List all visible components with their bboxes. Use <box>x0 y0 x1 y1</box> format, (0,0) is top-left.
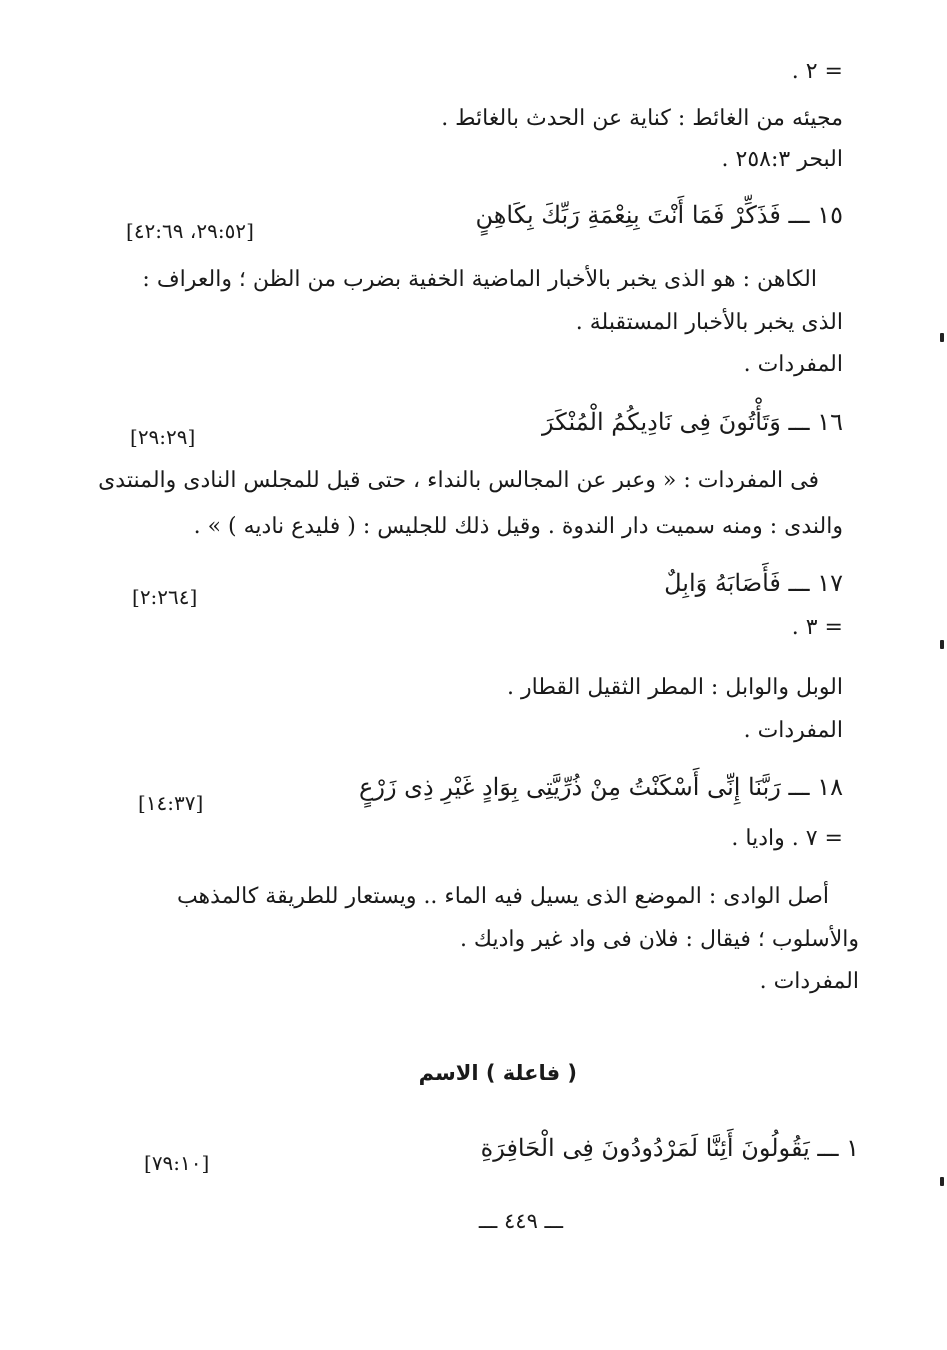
verse-16: ١٦ ـــ وَتَأْتُونَ فِى نَادِيكُمُ الْمُنْكَرَ <box>542 408 843 436</box>
definition-line: الوبل والوابل : المطر الثقيل القطار . <box>507 675 843 700</box>
scan-edge-mark <box>940 1177 944 1186</box>
equals-reference-line: = ٢ . <box>791 59 843 84</box>
verse-15-reference: [٢٩:٥٢، ٤٢:٦٩] <box>126 219 254 243</box>
verse-16-reference: [٢٩:٢٩] <box>130 425 196 449</box>
source-citation: المفردات . <box>759 969 859 994</box>
verse-1: ١ ـــ يَقُولُونَ أَئِنَّا لَمَرْدُودُونَ فِى الْحَافِرَةِ <box>480 1134 859 1162</box>
source-citation: البحر ٢٥٨:٣ . <box>721 147 843 172</box>
scan-edge-mark <box>940 333 944 342</box>
definition-line: الكاهن : هو الذى يخبر بالأخبار الماضية الخفية بضرب من الظن ؛ والعراف : <box>142 267 817 292</box>
verse-17: ١٧ ـــ فَأَصَابَهُ وَابِلٌ <box>664 569 843 597</box>
verse-15: ١٥ ـــ فَذَكِّرْ فَمَا أَنْتَ بِنِعْمَةِ رَبِّكَ بِكَاهِنٍ <box>475 201 843 229</box>
definition-line: مجيئه من الغائط : كناية عن الحدث بالغائط . <box>441 106 843 131</box>
verse-17-reference: [٢:٢٦٤] <box>132 585 198 609</box>
section-heading: ( فاعلة ) الاسم <box>418 1061 577 1085</box>
definition-line: فى المفردات : « وعبر عن المجالس بالنداء ، حتى قيل للمجلس النادى والمنتدى <box>98 468 819 493</box>
definition-line: الذى يخبر بالأخبار المستقبلة . <box>575 310 843 335</box>
definition-line: والندى : ومنه سميت دار الندوة . وقيل ذلك للجليس : ( فليدع ناديه ) » . <box>193 514 843 539</box>
equals-reference-line: = ٧ . واديا . <box>731 826 843 851</box>
verse-18: ١٨ ـــ رَبَّنَا إِنِّى أَسْكَنْتُ مِنْ ذُرِّيَّتِى بِوَادٍ غَيْرِ ذِى زَرْعٍ <box>359 773 843 801</box>
scan-edge-mark <box>940 640 944 649</box>
verse-1-reference: [٧٩:١٠] <box>144 1151 210 1175</box>
definition-line: أصل الوادى : الموضع الذى يسيل فيه الماء .. ويستعار للطريقة كالمذهب <box>176 884 829 909</box>
source-citation: المفردات . <box>743 352 843 377</box>
source-citation: المفردات . <box>743 718 843 743</box>
definition-line: والأسلوب ؛ فيقال : فلان فى واد غير واديك . <box>459 927 859 952</box>
page-number: ـــ ٤٤٩ ـــ <box>478 1209 563 1233</box>
verse-18-reference: [١٤:٣٧] <box>138 791 204 815</box>
equals-reference-line: = ٣ . <box>791 615 843 640</box>
